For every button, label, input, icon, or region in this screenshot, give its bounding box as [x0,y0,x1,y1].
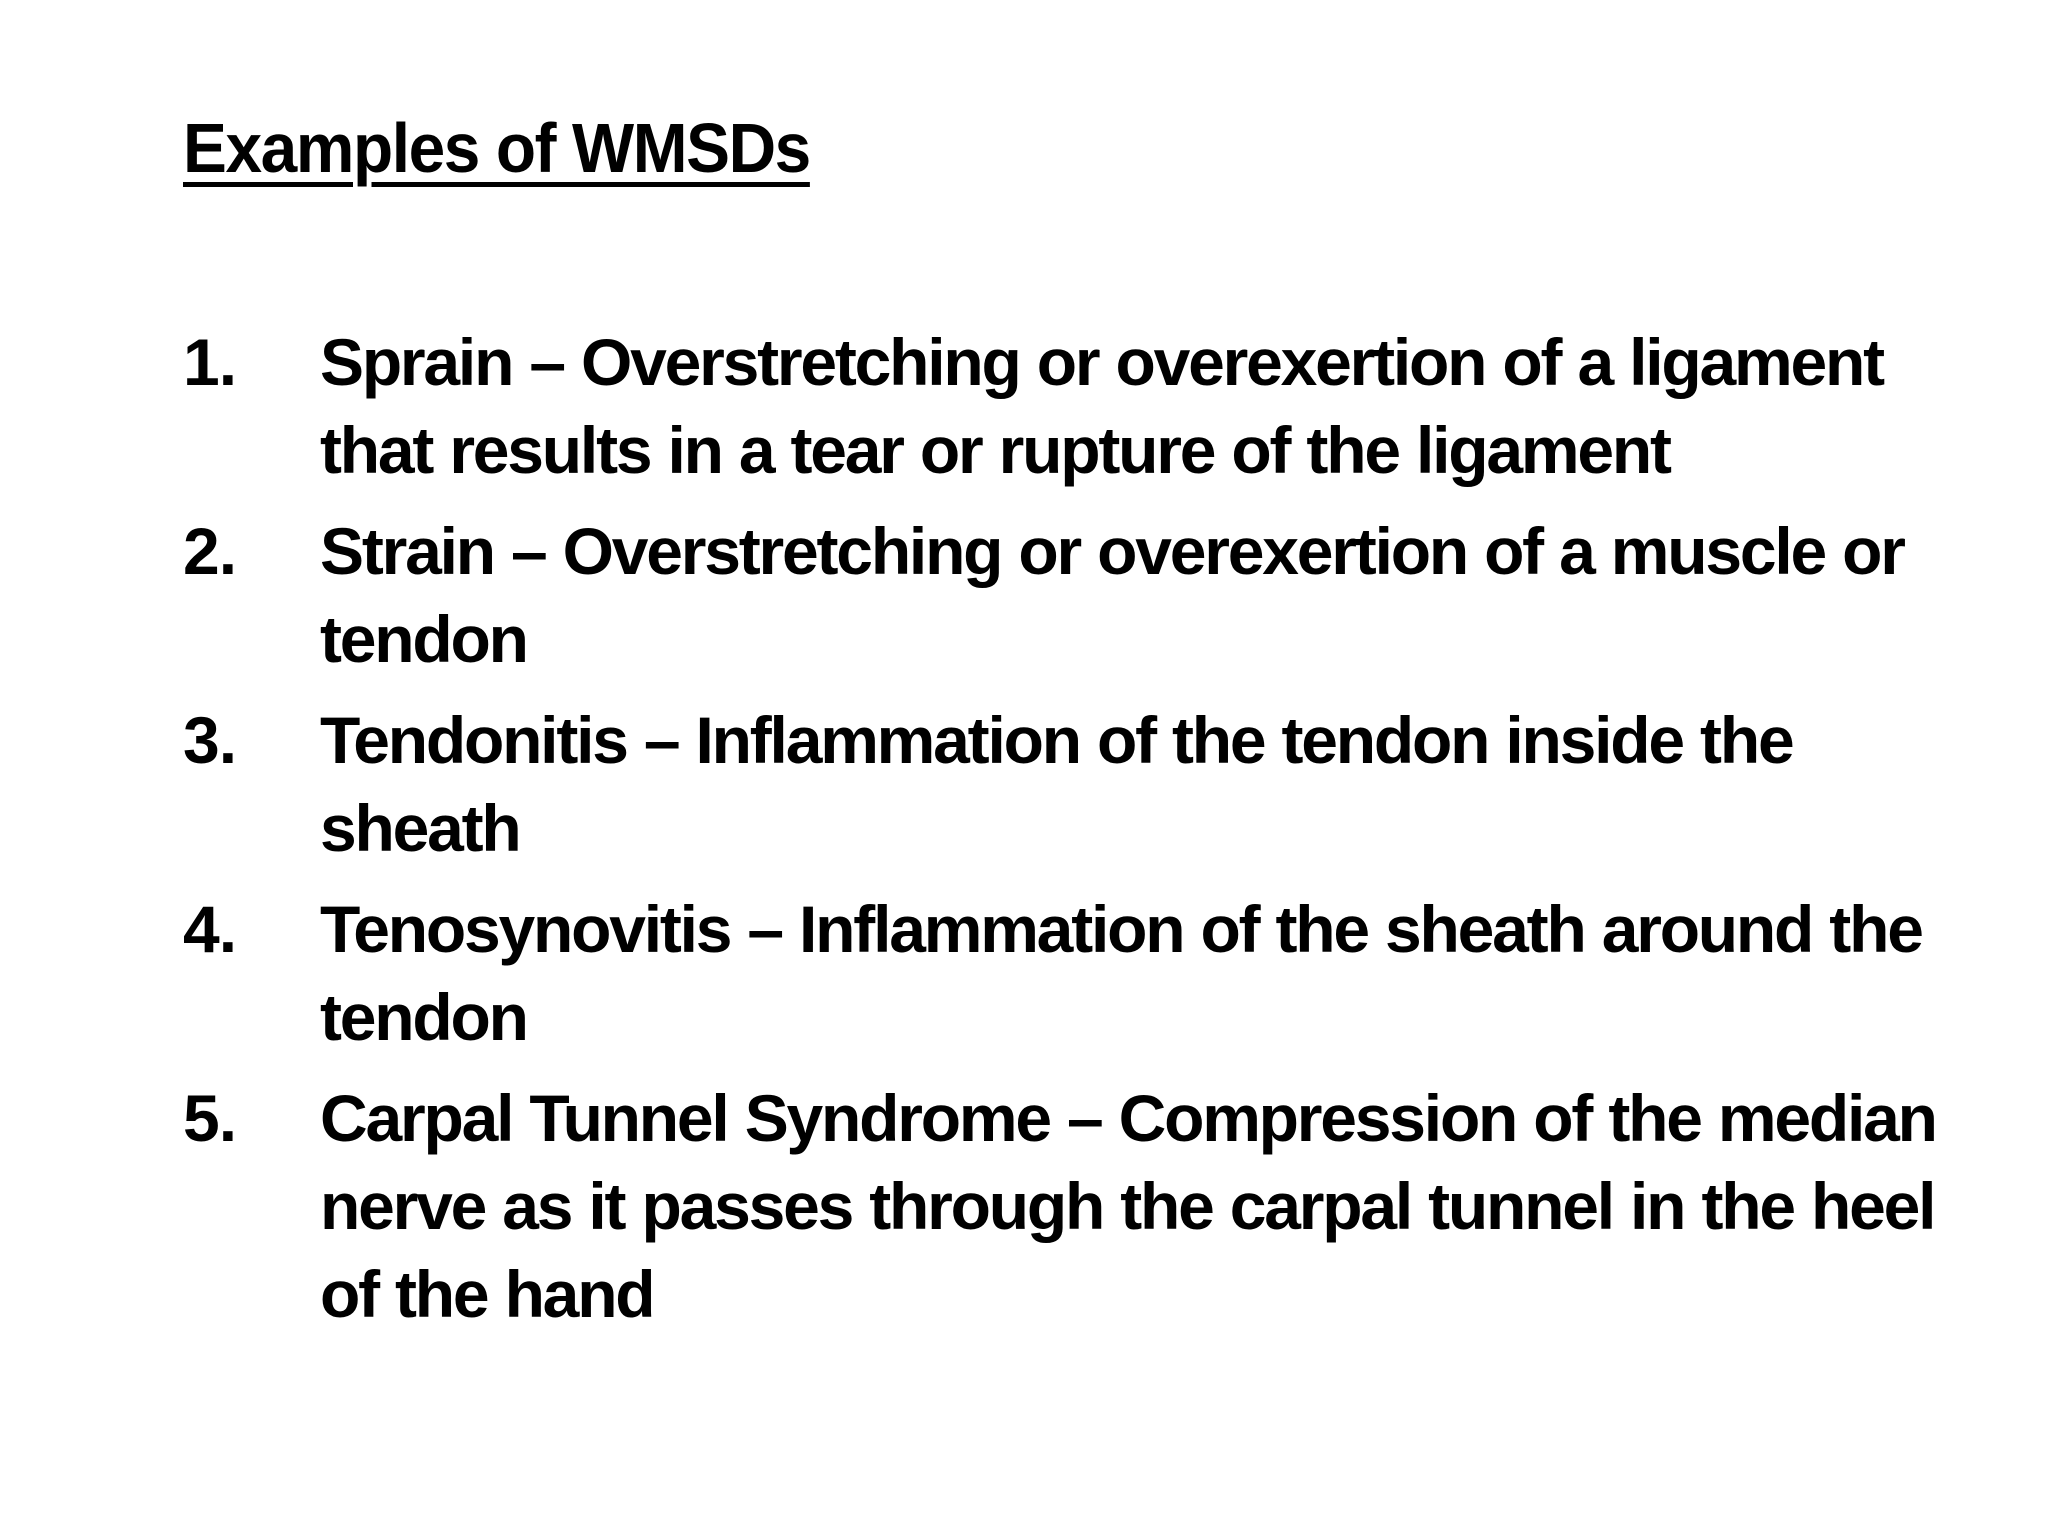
item-text: Strain – Overstretching or overexertion of a muscle or tendon [320,514,1904,676]
list-item-carpal-tunnel [183,1074,1983,1338]
item-number: 4. [183,892,237,966]
item-number: 1. [183,325,237,399]
list-item-tendonitis [183,696,1983,872]
item-number: 3. [183,703,237,777]
slide-title: Examples of WMSDs [183,109,810,187]
item-text: Tenosynovitis – Inflammation of the sheath around the tendon [320,892,1922,1054]
list-item-sprain [183,318,1983,494]
list-item-strain [183,507,1983,683]
item-number: 2. [183,514,237,588]
list-item-tenosynovitis [183,885,1983,1061]
item-text: Carpal Tunnel Syndrome – Compression of the median nerve as it passes through the carpal tunnel in the heel of the hand [320,1081,1936,1331]
item-number: 5. [183,1081,237,1155]
wmsd-list [183,318,1983,1351]
item-text: Sprain – Overstretching or overexertion of a ligament that results in a tear or rupture of the ligament [320,325,1883,487]
item-text: Tendonitis – Inflammation of the tendon inside the sheath [320,703,1793,865]
